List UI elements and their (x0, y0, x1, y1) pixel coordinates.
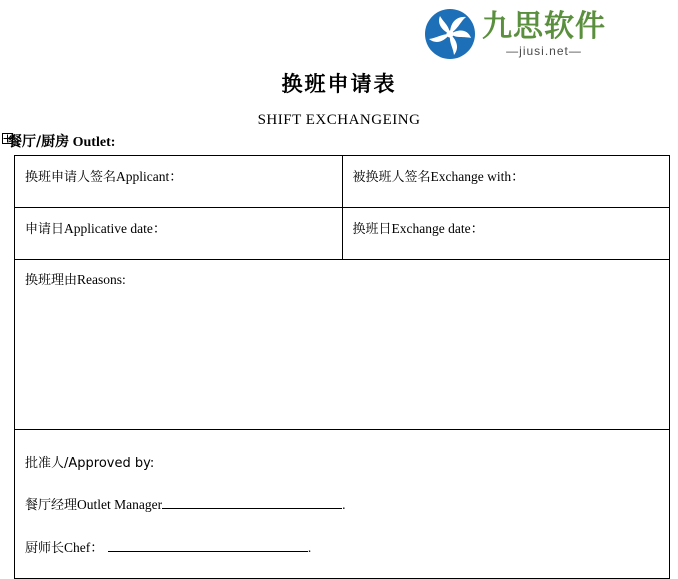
chef-signature-line[interactable] (25, 536, 659, 556)
approved-by-label: 批准人/Approved by: (25, 456, 155, 471)
cell-exchange-with[interactable] (342, 156, 670, 208)
logo-english-name: —jiusi.net— (506, 44, 582, 58)
outlet-manager-label-cn: 餐厅经理 (25, 498, 78, 513)
applicative-date-label-cn: 申请日 (25, 222, 65, 237)
outlet-manager-signature-line[interactable] (25, 494, 659, 513)
brand-logo (424, 8, 634, 60)
applicative-date-label-en: Applicative date： (64, 221, 167, 236)
shift-exchange-form-table (14, 155, 670, 579)
chef-suffix: . (307, 540, 312, 555)
table-row-signatures (15, 156, 670, 208)
page-title: 换班申请表 (281, 72, 397, 96)
exchange-date-label-cn: 换班日 (352, 222, 392, 237)
outlet-manager-underline[interactable] (162, 495, 342, 509)
outlet-label-cn: 餐厅/厨房 (8, 134, 70, 150)
outlet-manager-suffix: . (342, 497, 346, 512)
reasons-label-en: Reasons: (77, 272, 126, 287)
outlet-manager-label-en: Outlet Manager (77, 497, 163, 512)
page-subtitle: SHIFT EXCHANGEING (257, 112, 421, 128)
table-row-approval (15, 430, 670, 579)
exchange-with-label-cn: 被换班人签名 (352, 170, 431, 185)
chef-underline[interactable] (108, 538, 308, 552)
table-row-dates (15, 208, 670, 260)
exchange-date-label-en: Exchange date： (391, 221, 485, 236)
exchange-with-label-en: Exchange with： (430, 169, 525, 184)
applicant-label-cn: 换班申请人签名 (25, 170, 117, 185)
outlet-label-en: Outlet: (69, 135, 116, 150)
logo-chinese-name: 九思软件 (482, 9, 606, 44)
cell-exchange-date[interactable] (342, 208, 670, 260)
applicant-label-en: Applicant： (116, 169, 183, 184)
chef-label-en: Chef： (64, 540, 104, 555)
cell-reasons[interactable] (15, 260, 670, 430)
spiral-flower-logo-icon (424, 8, 476, 60)
table-row-reasons (15, 260, 670, 430)
cell-applicant[interactable] (15, 156, 343, 208)
cell-approval[interactable] (15, 430, 670, 579)
cell-applicative-date[interactable] (15, 208, 343, 260)
chef-label-cn: 厨师长 (25, 541, 65, 556)
reasons-label-cn: 换班理由 (25, 273, 78, 288)
outlet-field-label (8, 131, 115, 151)
